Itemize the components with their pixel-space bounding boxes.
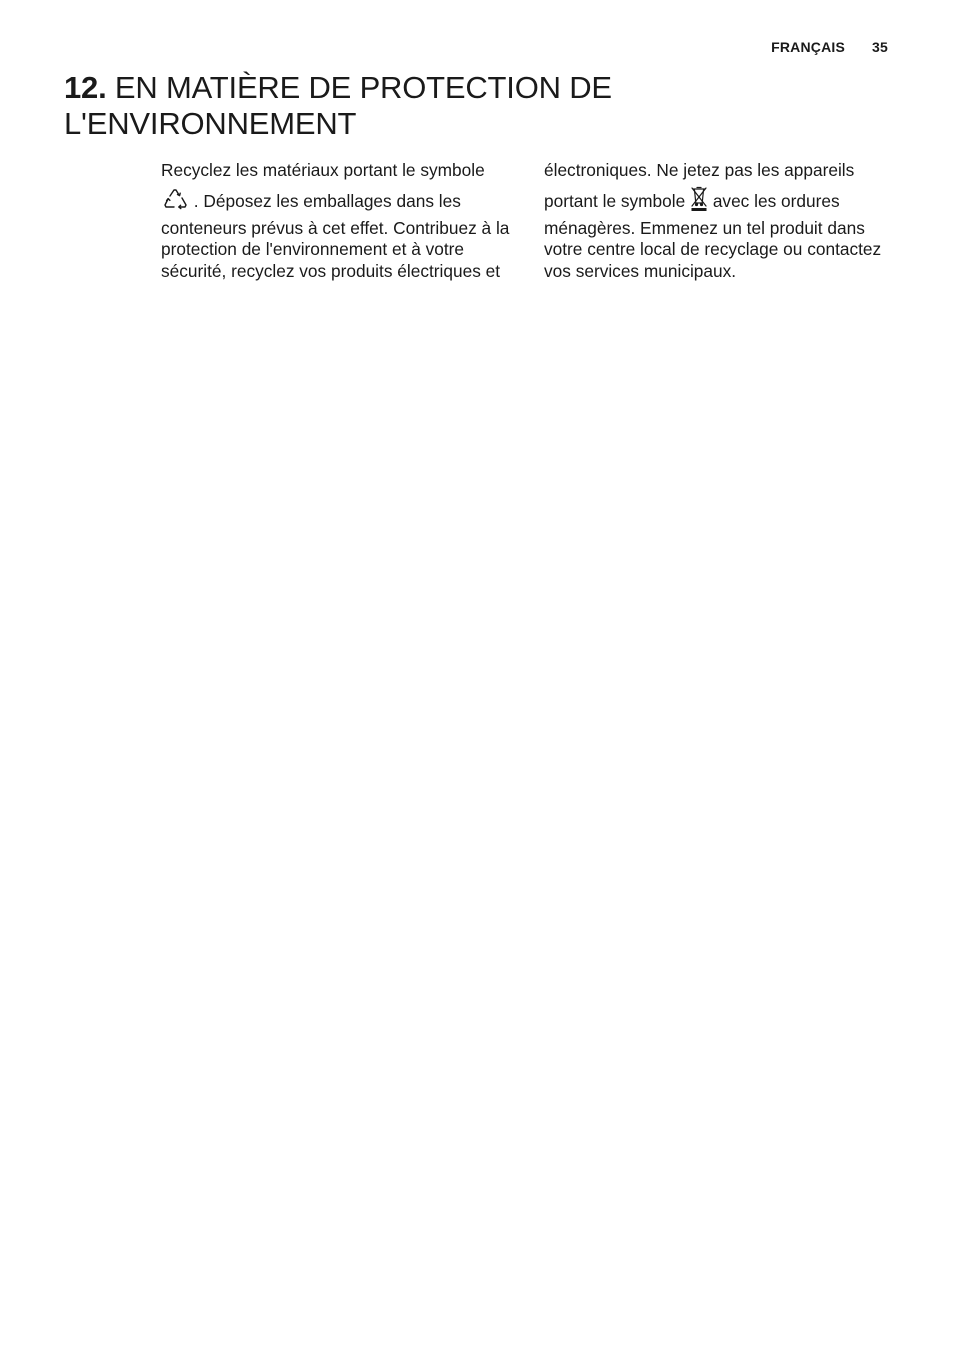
right-paragraph-rest: ménagères. Emmenez un tel produit dans votre centre local de recyclage ou contactez vos services municipaux. (544, 217, 882, 281)
left-symbol-line (161, 185, 521, 213)
crossed-bin-icon (690, 185, 708, 213)
left-column (161, 160, 521, 282)
left-line-1: Recyclez les matériaux portant le symbole (161, 160, 485, 180)
right-symbol-line (544, 185, 899, 213)
running-header (771, 39, 888, 55)
right-line-2-before: portant le symbole (544, 190, 691, 211)
left-line-2: . Déposez les emballages dans les (189, 190, 461, 211)
right-line-2-after: avec les ordures (708, 190, 840, 211)
section-number: 12. (64, 70, 107, 105)
header-language: FRANÇAIS (771, 39, 846, 55)
section-title-text: EN MATIÈRE DE PROTECTION DE L'ENVIRONNEMENT (64, 70, 612, 141)
right-line-1: électroniques. Ne jetez pas les appareils (544, 160, 855, 180)
recycle-icon (161, 185, 189, 213)
section-title (64, 70, 684, 142)
page-number: 35 (872, 39, 888, 55)
right-column (544, 160, 899, 282)
left-paragraph-rest: conteneurs prévus à cet effet. Contribuez à la protection de l'environnement et à votre sécurité, recyclez vos produits électriques et (161, 217, 510, 281)
